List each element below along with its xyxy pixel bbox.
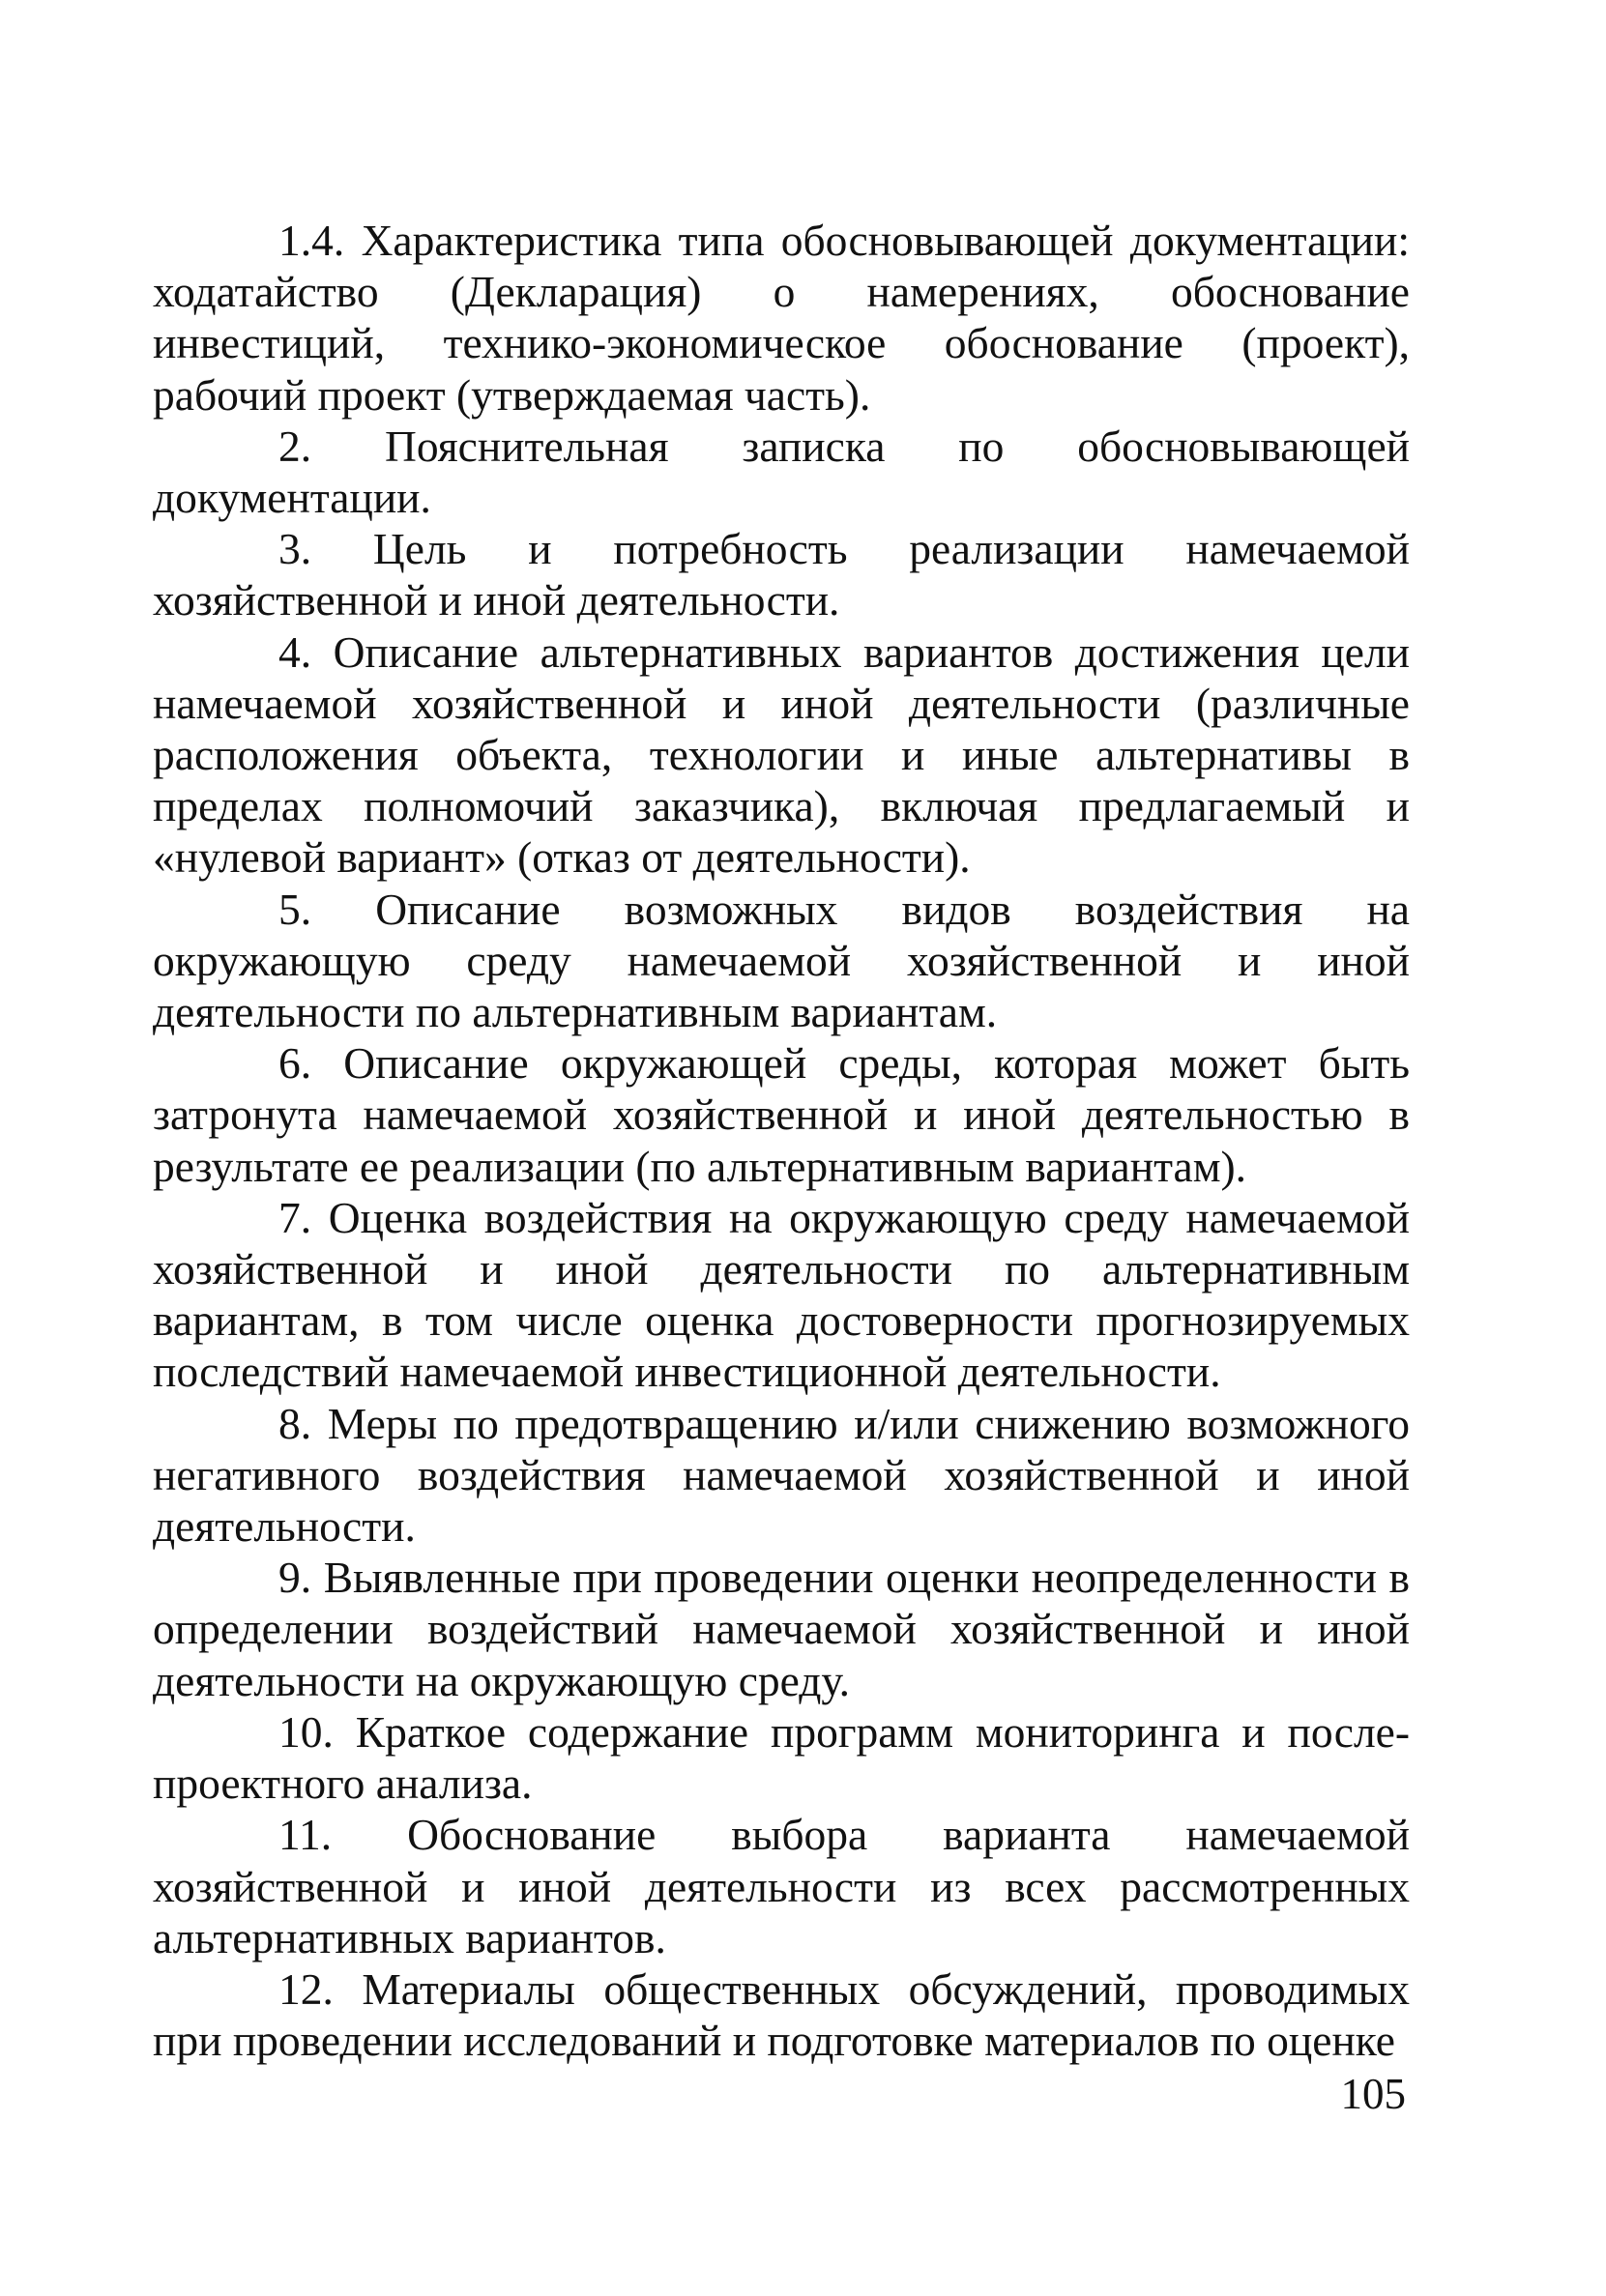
paragraph-2: 2. Пояснительная записка по обосновывающей документации. (153, 421, 1410, 523)
paragraph-11: 11. Обоснование выбора варианта намечаемой хозяйственной и иной деятельности из всех рассмотренных альтернативных вариантов. (153, 1810, 1410, 1962)
paragraph-7: 7. Оценка воздействия на окружающую среду намечаемой хозяйственной и иной деятельности по альтернативным вариантам, в том числе оценка достоверности прогнозируемых последствий намечаемой инвестиционной деятельности. (153, 1192, 1410, 1397)
paragraph-8: 8. Меры по предотвращению и/или снижению возможного негативного воздействия намечаемой хозяйственной и иной деятельности. (153, 1398, 1410, 1552)
paragraph-5: 5. Описание возможных видов воздействия на окружающую среду намечаемой хозяйственной и иной деятельности по альтернативным вариантам. (153, 884, 1410, 1037)
paragraph-10: 10. Краткое содержание программ мониторинга и после-проектного анализа. (153, 1706, 1410, 1809)
paragraph-6: 6. Описание окружающей среды, которая может быть затронута намечаемой хозяйственной и иной деятельностью в результате ее реализации (по альтернативным вариантам). (153, 1038, 1410, 1191)
paragraph-1-4: 1.4. Характеристика типа обосновывающей документации: ходатайство (Декларация) о намерениях, обоснование инвестиций, технико-экономическое обоснование (проект), рабочий проект (утверждаемая часть). (153, 216, 1410, 420)
page-number: 105 (1340, 2070, 1406, 2118)
paragraph-12: 12. Материалы общественных обсуждений, проводимых при проведении исследований и подготовке материалов по оценке (153, 1963, 1410, 2066)
paragraph-3: 3. Цель и потребность реализации намечаемой хозяйственной и иной деятельности. (153, 524, 1410, 625)
paragraph-4: 4. Описание альтернативных вариантов достижения цели намечаемой хозяйственной и иной деятельности (различные расположения объекта, технологии и иные альтернативы в пределах полномочий заказчика), включая предлагаемый и «нулевой вариант» (отказ от деятельности). (153, 626, 1410, 883)
page-body (153, 215, 1410, 2066)
paragraph-9: 9. Выявленные при проведении оценки неопределенности в определении воздействий намечаемой хозяйственной и иной деятельности на окружающую среду. (153, 1553, 1410, 1705)
